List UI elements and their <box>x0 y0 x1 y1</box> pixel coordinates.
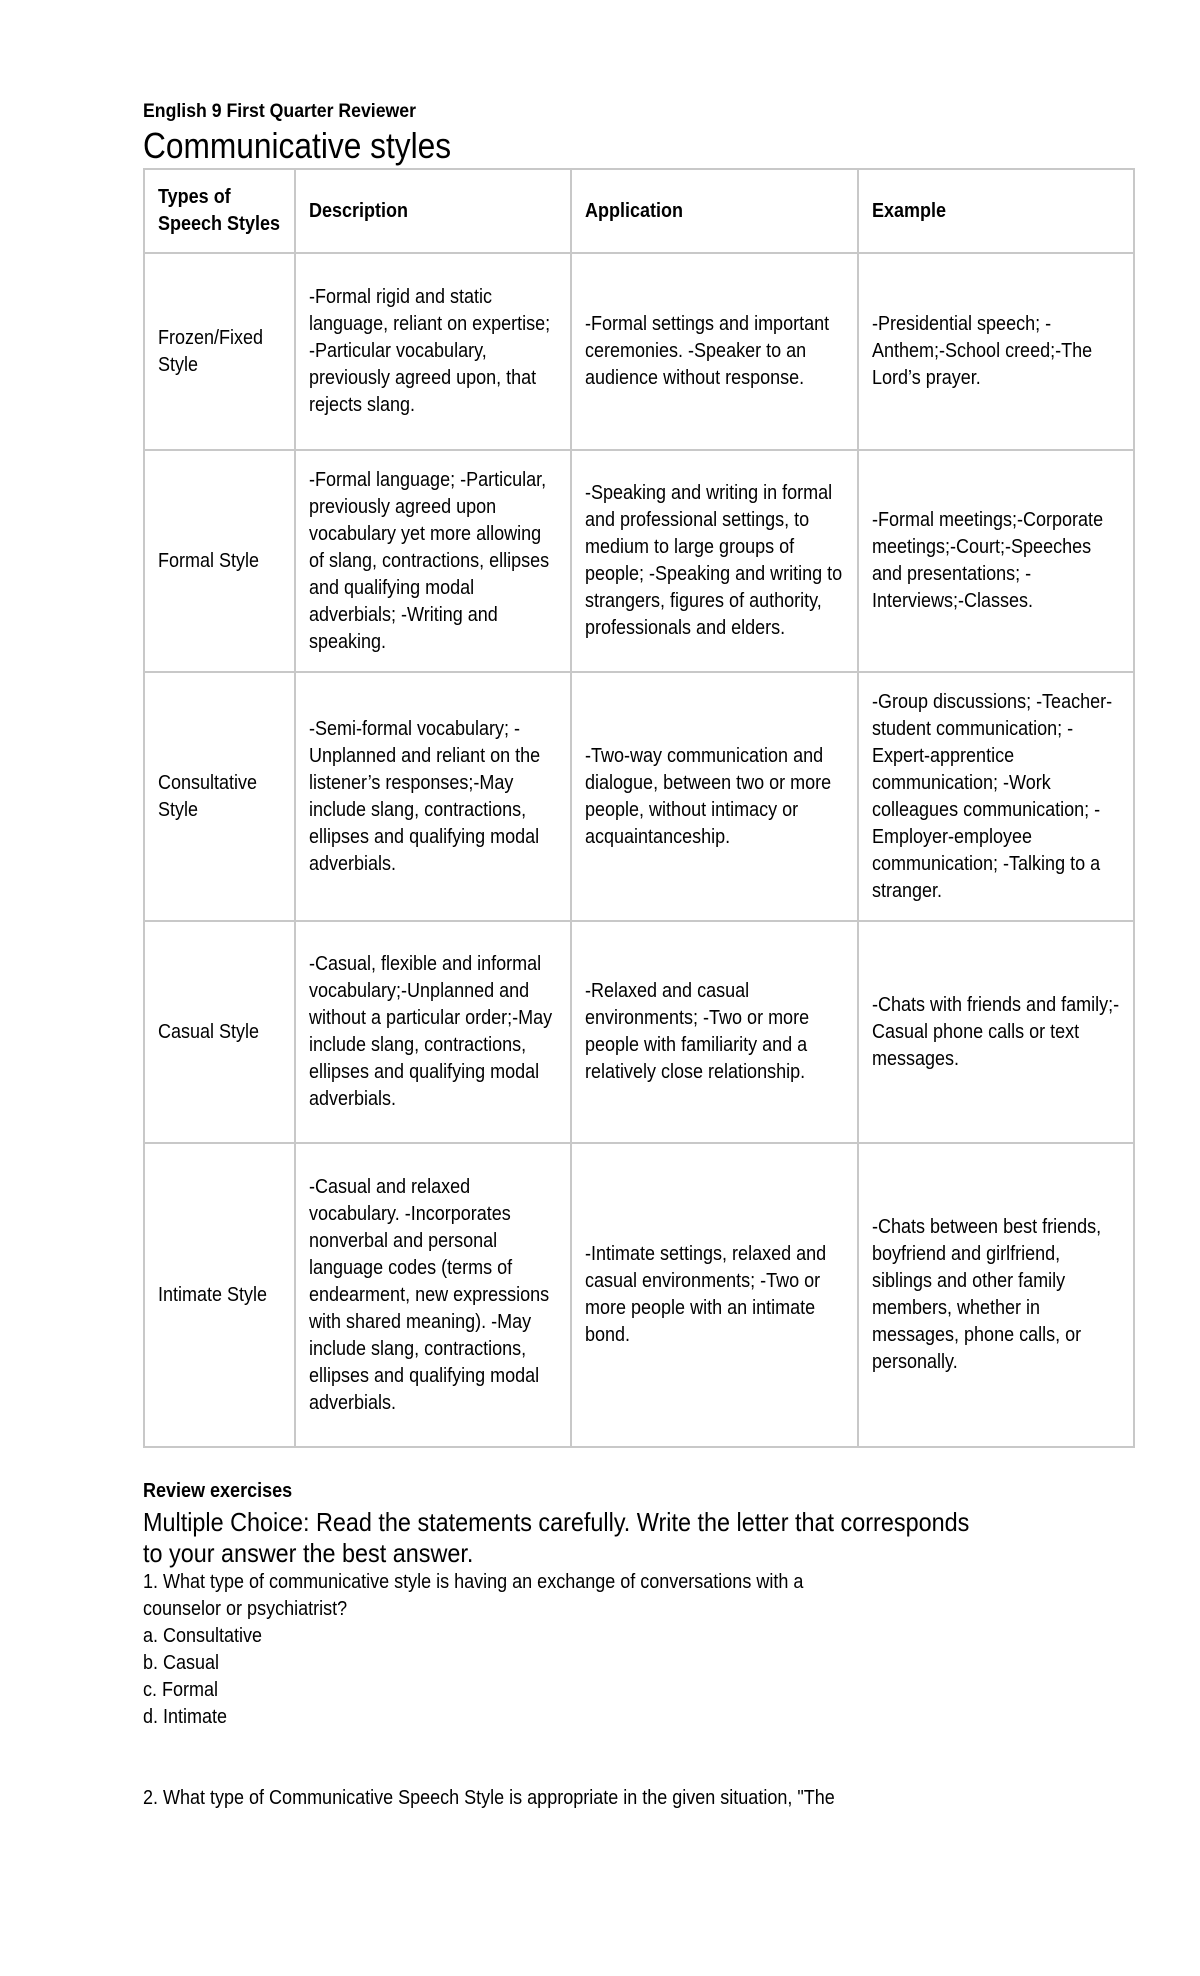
header-cell-application: Application <box>571 169 858 253</box>
option-a: a. Consultative <box>143 1625 263 1647</box>
header-cell-example: Example <box>858 169 1134 253</box>
cell-type: Intimate Style <box>144 1143 295 1447</box>
cell-example: -Formal meetings;-Corporate meetings;-Court;-Speeches and presentations; -Interviews;-Classes. <box>858 450 1134 672</box>
option-c: c. Formal <box>143 1679 219 1701</box>
table-row <box>144 1143 1134 1447</box>
option-d: d. Intimate <box>143 1706 228 1728</box>
speech-styles-table <box>143 168 1135 1448</box>
review-instructions: Multiple Choice: Read the statements carefully. Write the letter that corresponds to your answer the best answer. <box>143 1507 970 1568</box>
cell-application: -Speaking and writing in formal and professional settings, to medium to large groups of people; -Speaking and writing to strangers, figures of authority, professionals and elders. <box>571 450 858 672</box>
spacer <box>143 1731 1133 1785</box>
cell-application: -Relaxed and casual environments; -Two or more people with familiarity and a relatively close relationship. <box>571 921 858 1143</box>
question-1: 1. What type of communicative style is having an exchange of conversations with a counselor or psychiatrist? <box>143 1571 804 1620</box>
cell-example: -Presidential speech; -Anthem;-School creed;-The Lord’s prayer. <box>858 253 1134 450</box>
cell-description: -Casual and relaxed vocabulary. -Incorporates nonverbal and personal language codes (terms of endearment, new expressions with shared meaning). -May include slang, contractions, ellipses and qualifying modal adverbials. <box>295 1143 571 1447</box>
header-cell-description: Description <box>295 169 571 253</box>
document-page <box>143 100 1133 1812</box>
cell-application: -Intimate settings, relaxed and casual environments; -Two or more people with an intimate bond. <box>571 1143 858 1447</box>
cell-type: Casual Style <box>144 921 295 1143</box>
table-row <box>144 921 1134 1143</box>
cell-description: -Casual, flexible and informal vocabulary;-Unplanned and without a particular order;-May include slang, contractions, ellipses and qualifying modal adverbials. <box>295 921 571 1143</box>
cell-description: -Formal rigid and static language, reliant on expertise; -Particular vocabulary, previously agreed upon, that rejects slang. <box>295 253 571 450</box>
review-heading: Review exercises <box>143 1480 293 1502</box>
cell-application: -Two-way communication and dialogue, between two or more people, without intimacy or acquaintanceship. <box>571 672 858 921</box>
table-row <box>144 672 1134 921</box>
table-header-row <box>144 169 1134 253</box>
header-cell-types: Types of Speech Styles <box>144 169 295 253</box>
question-2: 2. What type of Communicative Speech Style is appropriate in the given situation, "The <box>143 1787 835 1809</box>
cell-type: Formal Style <box>144 450 295 672</box>
cell-application: -Formal settings and important ceremonies. -Speaker to an audience without response. <box>571 253 858 450</box>
option-b: b. Casual <box>143 1652 220 1674</box>
cell-type: Frozen/Fixed Style <box>144 253 295 450</box>
cell-example: -Chats between best friends, boyfriend and girlfriend, siblings and other family members, whether in messages, phone calls, or personally. <box>858 1143 1134 1447</box>
cell-type: Consultative Style <box>144 672 295 921</box>
cell-example: -Group discussions; -Teacher-student communication; -Expert-apprentice communication; -Work colleagues communication; -Employer-employee communication; -Talking to a stranger. <box>858 672 1134 921</box>
table-row <box>144 253 1134 450</box>
cell-description: -Formal language; -Particular, previously agreed upon vocabulary yet more allowing of slang, contractions, ellipses and qualifying modal adverbials; -Writing and speaking. <box>295 450 571 672</box>
question-1-options <box>143 1623 1133 1731</box>
document-title: English 9 First Quarter Reviewer <box>143 101 416 122</box>
cell-description: -Semi-formal vocabulary; -Unplanned and reliant on the listener’s responses;-May include slang, contractions, ellipses and qualifying modal adverbials. <box>295 672 571 921</box>
section-title: Communicative styles <box>143 125 452 166</box>
cell-example: -Chats with friends and family;-Casual phone calls or text messages. <box>858 921 1134 1143</box>
table-row <box>144 450 1134 672</box>
review-section <box>143 1478 1133 1812</box>
